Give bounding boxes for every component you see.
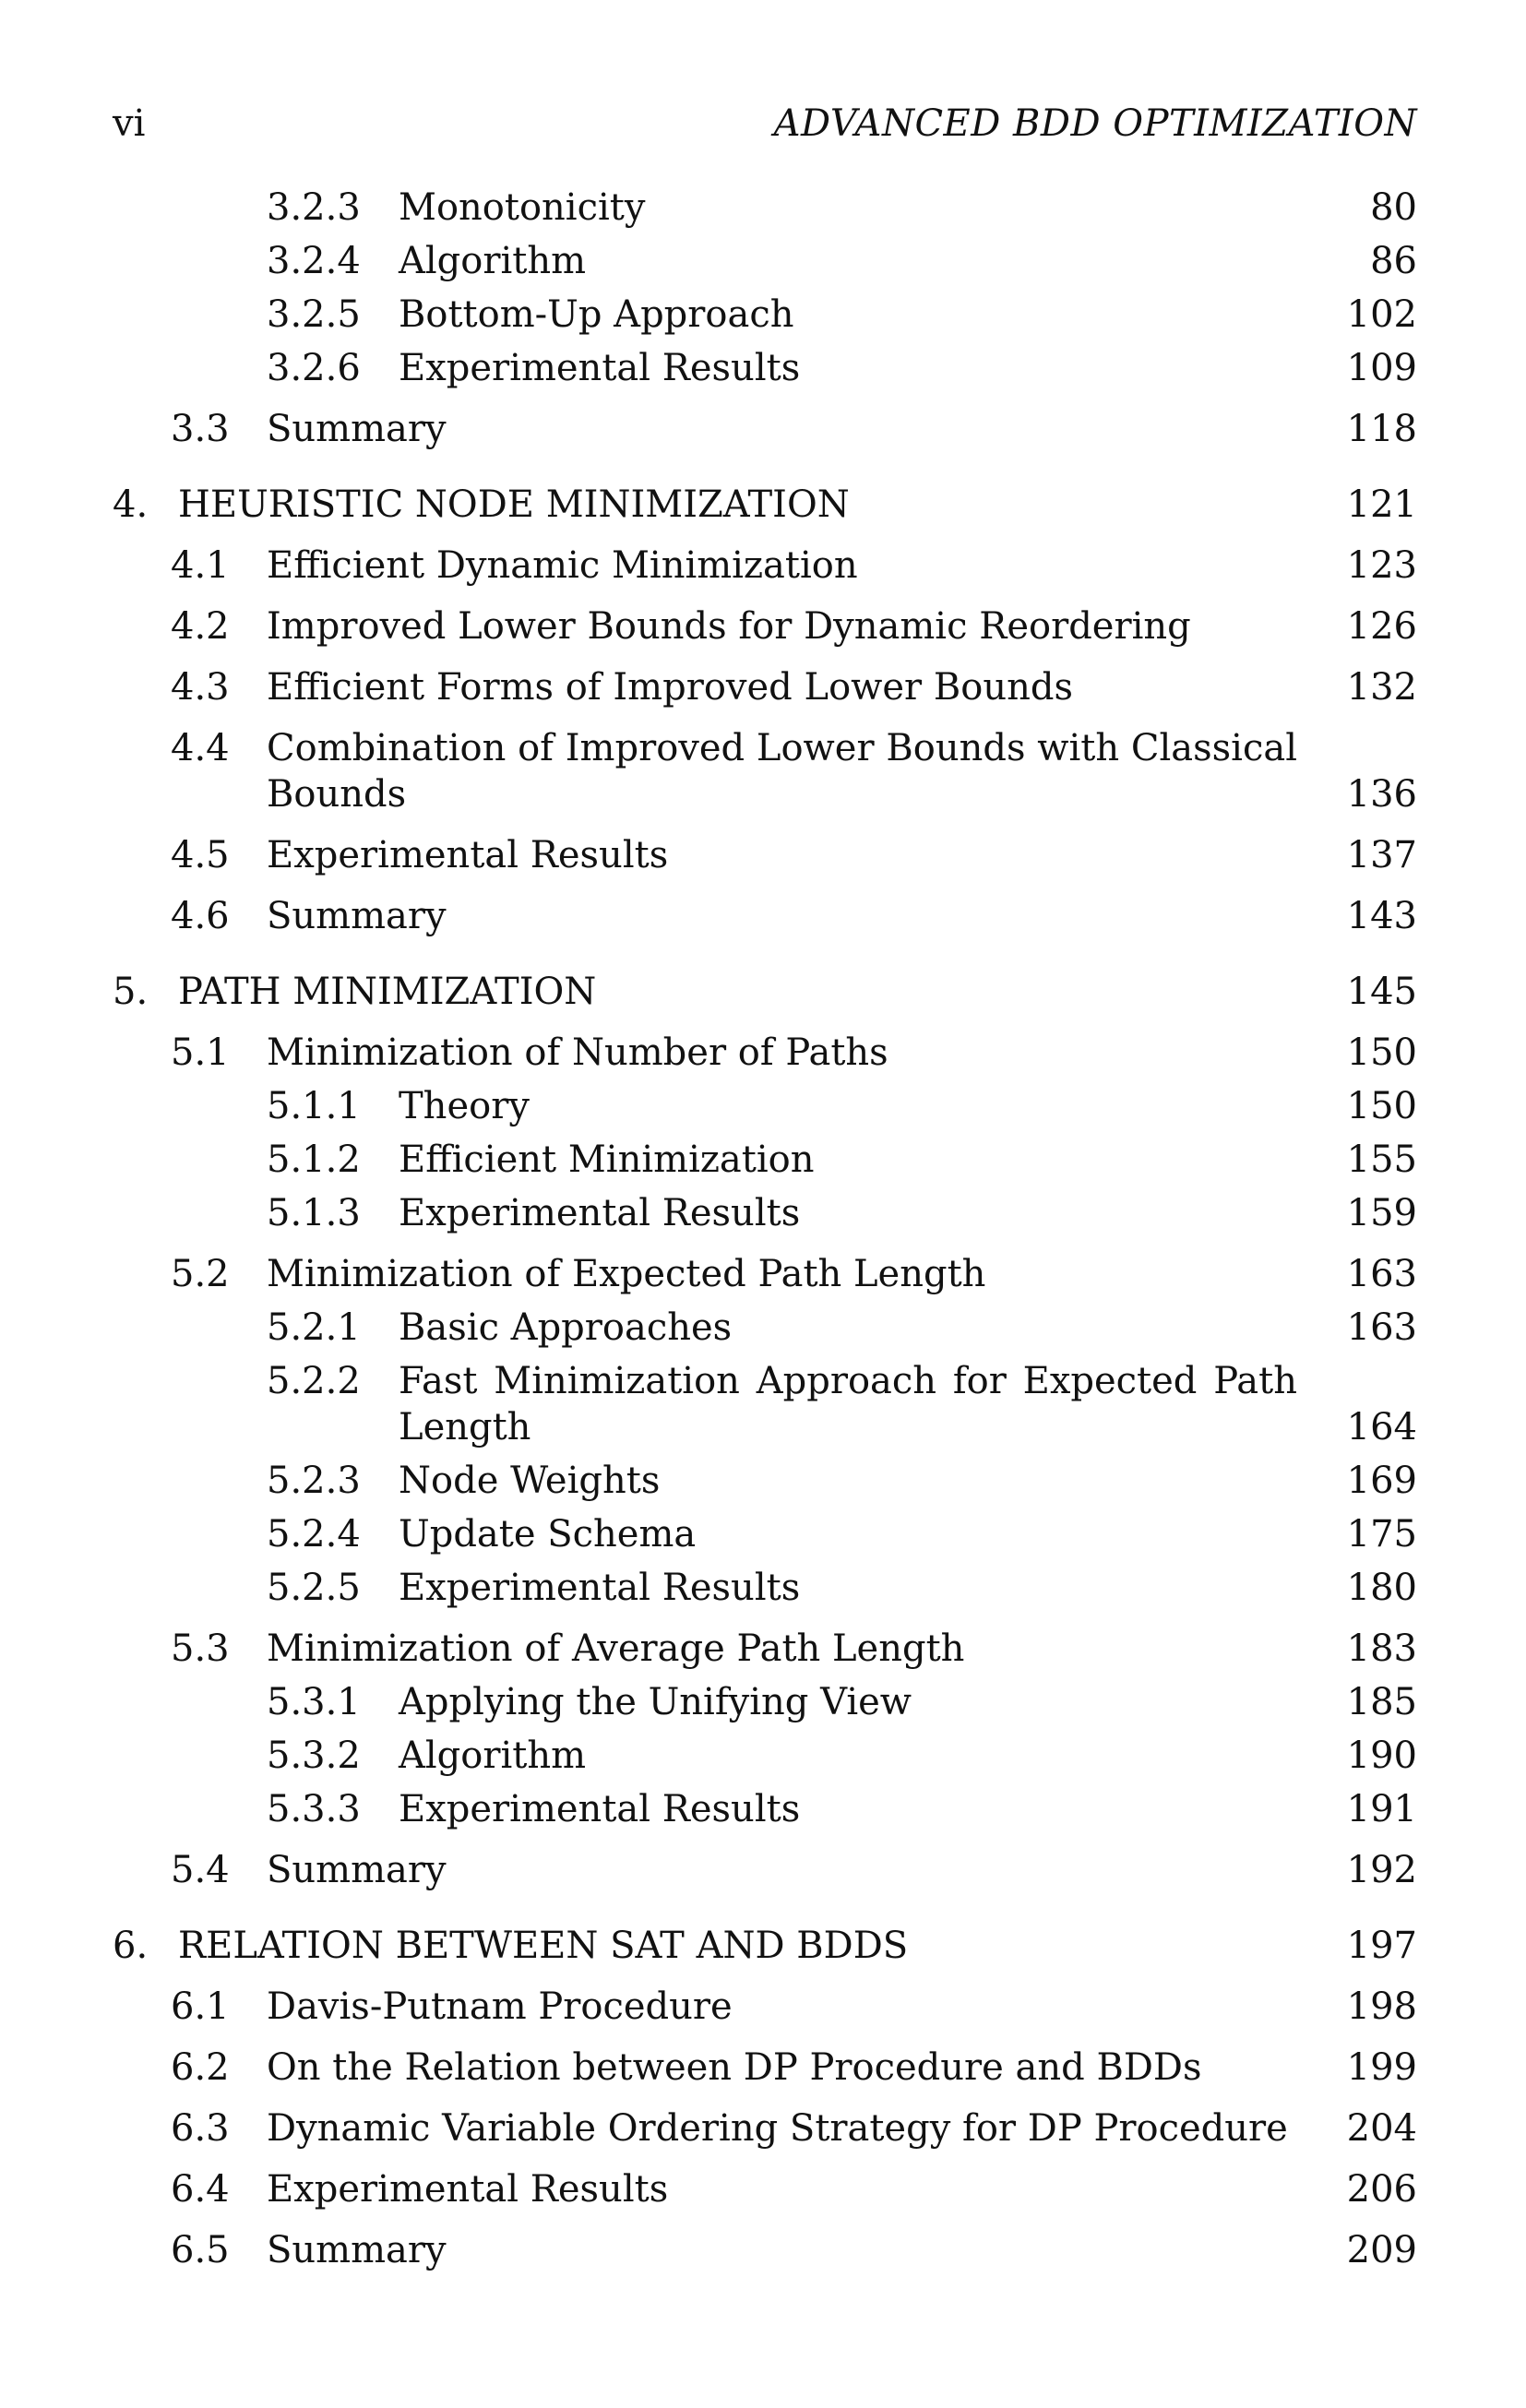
toc-entry-page: 206 (1346, 2168, 1417, 2211)
toc-entry-number: 5.1.1 (267, 1085, 361, 1127)
toc-entry-number: 5.2.3 (267, 1460, 361, 1502)
toc-entry-number: 5.2.4 (267, 1513, 361, 1556)
toc-chapter-page: 197 (1346, 1925, 1417, 1967)
toc-entry (113, 1305, 1417, 1351)
toc-entry-page: 143 (1346, 895, 1417, 937)
toc-entry-page: 192 (1346, 1849, 1417, 1891)
toc-entry-title: Davis-Putnam Procedure (267, 1985, 733, 2028)
toc-entry-page: 86 (1370, 240, 1417, 282)
toc-entry-title: Update Schema (399, 1513, 697, 1556)
toc-chapter (113, 969, 1417, 1015)
toc-entry-title: Summary (267, 1849, 447, 1891)
toc-entry (113, 1847, 1417, 1893)
toc-entry (113, 893, 1417, 939)
toc-entry-page: 209 (1346, 2229, 1417, 2271)
toc-entry-number: 6.1 (171, 1985, 230, 2028)
toc-entry (113, 542, 1417, 589)
toc-entry-title: Basic Approaches (399, 1306, 733, 1349)
toc-entry-page: 126 (1346, 605, 1417, 648)
toc-entry-page: 191 (1346, 1788, 1417, 1830)
toc-entry-number: 5.1.3 (267, 1192, 361, 1234)
toc-entry-title: Experimental Results (399, 1788, 801, 1830)
toc-chapter-number: 4. (113, 483, 149, 526)
toc-entry-title: Bottom-Up Approach (399, 293, 794, 336)
toc-entry-page: 159 (1346, 1192, 1417, 1234)
toc-chapter-title: HEURISTIC NODE MINIMIZATION (178, 483, 850, 526)
toc-entry-number: 4.2 (171, 605, 230, 648)
toc-entry-page: 123 (1346, 544, 1417, 587)
toc-entry-number: 4.1 (171, 544, 230, 587)
toc-entry (113, 1190, 1417, 1236)
toc-entry (113, 1358, 1417, 1450)
toc-entry-title: On the Relation between DP Procedure and BDDs (267, 2046, 1202, 2089)
toc-entry-page: 118 (1346, 408, 1417, 450)
toc-entry-number: 5.2.2 (267, 1360, 361, 1402)
toc-entry (113, 1083, 1417, 1129)
toc-entry-title: Dynamic Variable Ordering Strategy for DP Procedure (267, 2107, 1288, 2150)
toc-entry-number: 5.3 (171, 1627, 230, 1670)
toc-entry-number: 5.2 (171, 1253, 230, 1295)
toc-entry-number: 3.2.5 (267, 293, 361, 336)
toc-entry-number: 4.5 (171, 834, 230, 876)
toc-entry-number: 3.3 (171, 408, 230, 450)
toc-entry-page: 185 (1346, 1681, 1417, 1723)
toc-entry-number: 3.2.4 (267, 240, 361, 282)
toc-entry-title: Fast Minimization Approach for Expected Path Length (399, 1360, 1297, 1448)
toc-entry-page: 155 (1346, 1138, 1417, 1181)
toc-entry-page: 180 (1346, 1567, 1417, 1609)
toc-entry (113, 2227, 1417, 2273)
toc-entry-title: Efficient Minimization (399, 1138, 815, 1181)
toc-entry-title: Theory (399, 1085, 530, 1127)
toc-entry-title: Efficient Dynamic Minimization (267, 544, 858, 587)
toc-entry-number: 5.3.1 (267, 1681, 361, 1723)
book-title: ADVANCED BDD OPTIMIZATION (773, 102, 1417, 145)
toc-entry (113, 406, 1417, 452)
toc-entry-number: 4.3 (171, 666, 230, 709)
toc-entry (113, 1137, 1417, 1183)
toc-entry-number: 3.2.6 (267, 347, 361, 389)
toc-entry-title: Summary (267, 895, 447, 937)
toc-chapter (113, 482, 1417, 528)
toc-entry-number: 6.5 (171, 2229, 230, 2271)
toc-entry-page: 190 (1346, 1734, 1417, 1777)
toc-entry-number: 5.2.1 (267, 1306, 361, 1349)
toc-entry (113, 1565, 1417, 1611)
toc-entry (113, 185, 1417, 231)
toc-entry (113, 345, 1417, 391)
toc-entry-number: 5.3.2 (267, 1734, 361, 1777)
toc-entry-title: Minimization of Number of Paths (267, 1031, 888, 1074)
toc-entry-number: 4.6 (171, 895, 230, 937)
toc-entry (113, 238, 1417, 284)
toc-entry-title: Experimental Results (399, 1192, 801, 1234)
toc-entry-title: Minimization of Average Path Length (267, 1627, 965, 1670)
toc-entry-page: 169 (1346, 1460, 1417, 1502)
toc-entry-title: Summary (267, 2229, 447, 2271)
toc-entry-title: Node Weights (399, 1460, 661, 1502)
toc-entry-title: Algorithm (399, 240, 587, 282)
toc-entry-number: 5.4 (171, 1849, 230, 1891)
toc-entry-page: 150 (1346, 1085, 1417, 1127)
toc-entry-page: 163 (1346, 1253, 1417, 1295)
toc-entry (113, 292, 1417, 338)
toc-entry-number: 5.2.5 (267, 1567, 361, 1609)
toc-entry (113, 1511, 1417, 1557)
toc-entry-title: Experimental Results (267, 834, 669, 876)
toc-entry-title: Minimization of Expected Path Length (267, 1253, 986, 1295)
toc-entry (113, 1458, 1417, 1504)
toc-entry-page: 183 (1346, 1627, 1417, 1670)
toc-entry-page: 204 (1346, 2107, 1417, 2150)
toc-entry-title: Experimental Results (399, 347, 801, 389)
toc-entry-number: 6.4 (171, 2168, 230, 2211)
toc-entry-title: Experimental Results (267, 2168, 669, 2211)
toc-entry-page: 132 (1346, 666, 1417, 709)
toc-entry-page: 163 (1346, 1306, 1417, 1349)
toc-chapter-number: 6. (113, 1925, 149, 1967)
toc-entry-page: 198 (1346, 1985, 1417, 2028)
toc-entry (113, 1030, 1417, 1076)
toc-entry-page: 102 (1346, 293, 1417, 336)
toc-entry-title: Algorithm (399, 1734, 587, 1777)
toc-entry (113, 832, 1417, 878)
toc-chapter (113, 1923, 1417, 1969)
toc-chapter-title: PATH MINIMIZATION (178, 971, 597, 1013)
toc-entry (113, 1984, 1417, 2030)
toc-entry-page: 164 (1346, 1406, 1417, 1448)
toc-entry (113, 725, 1417, 817)
toc-entry (113, 2166, 1417, 2212)
toc-entry-number: 4.4 (171, 727, 230, 769)
toc-entry-page: 80 (1370, 186, 1417, 229)
page-folio: vi (113, 102, 146, 145)
toc-entry (113, 2105, 1417, 2152)
toc-entry (113, 603, 1417, 650)
toc-chapter-page: 121 (1346, 483, 1417, 526)
toc-entry-title: Monotonicity (399, 186, 646, 229)
running-head (113, 96, 1417, 151)
toc-entry-title: Efficient Forms of Improved Lower Bounds (267, 666, 1074, 709)
toc-entry-title: Improved Lower Bounds for Dynamic Reordering (267, 605, 1191, 648)
toc-entry (113, 1786, 1417, 1832)
toc-chapter-page: 145 (1346, 971, 1417, 1013)
toc-entry-number: 6.3 (171, 2107, 230, 2150)
table-of-contents (113, 185, 1417, 2273)
toc-chapter-title: RELATION BETWEEN SAT AND BDDS (178, 1925, 909, 1967)
toc-entry (113, 1733, 1417, 1779)
toc-entry-title: Combination of Improved Lower Bounds with Classical Bounds (267, 727, 1297, 816)
toc-entry-number: 6.2 (171, 2046, 230, 2089)
toc-entry-title: Experimental Results (399, 1567, 801, 1609)
toc-entry-page: 137 (1346, 834, 1417, 876)
toc-entry-number: 3.2.3 (267, 186, 361, 229)
toc-entry-number: 5.1.2 (267, 1138, 361, 1181)
toc-entry-number: 5.1 (171, 1031, 230, 1074)
toc-entry-page: 175 (1346, 1513, 1417, 1556)
toc-chapter-number: 5. (113, 971, 149, 1013)
toc-entry-title: Summary (267, 408, 447, 450)
toc-entry-page: 136 (1346, 773, 1417, 816)
toc-entry-number: 5.3.3 (267, 1788, 361, 1830)
toc-entry-page: 109 (1346, 347, 1417, 389)
toc-entry (113, 1626, 1417, 1672)
toc-entry (113, 1251, 1417, 1297)
toc-entry (113, 2044, 1417, 2091)
toc-entry-title: Applying the Unifying View (399, 1681, 912, 1723)
toc-entry-page: 150 (1346, 1031, 1417, 1074)
toc-entry-page: 199 (1346, 2046, 1417, 2089)
toc-entry (113, 1679, 1417, 1725)
toc-entry (113, 664, 1417, 710)
